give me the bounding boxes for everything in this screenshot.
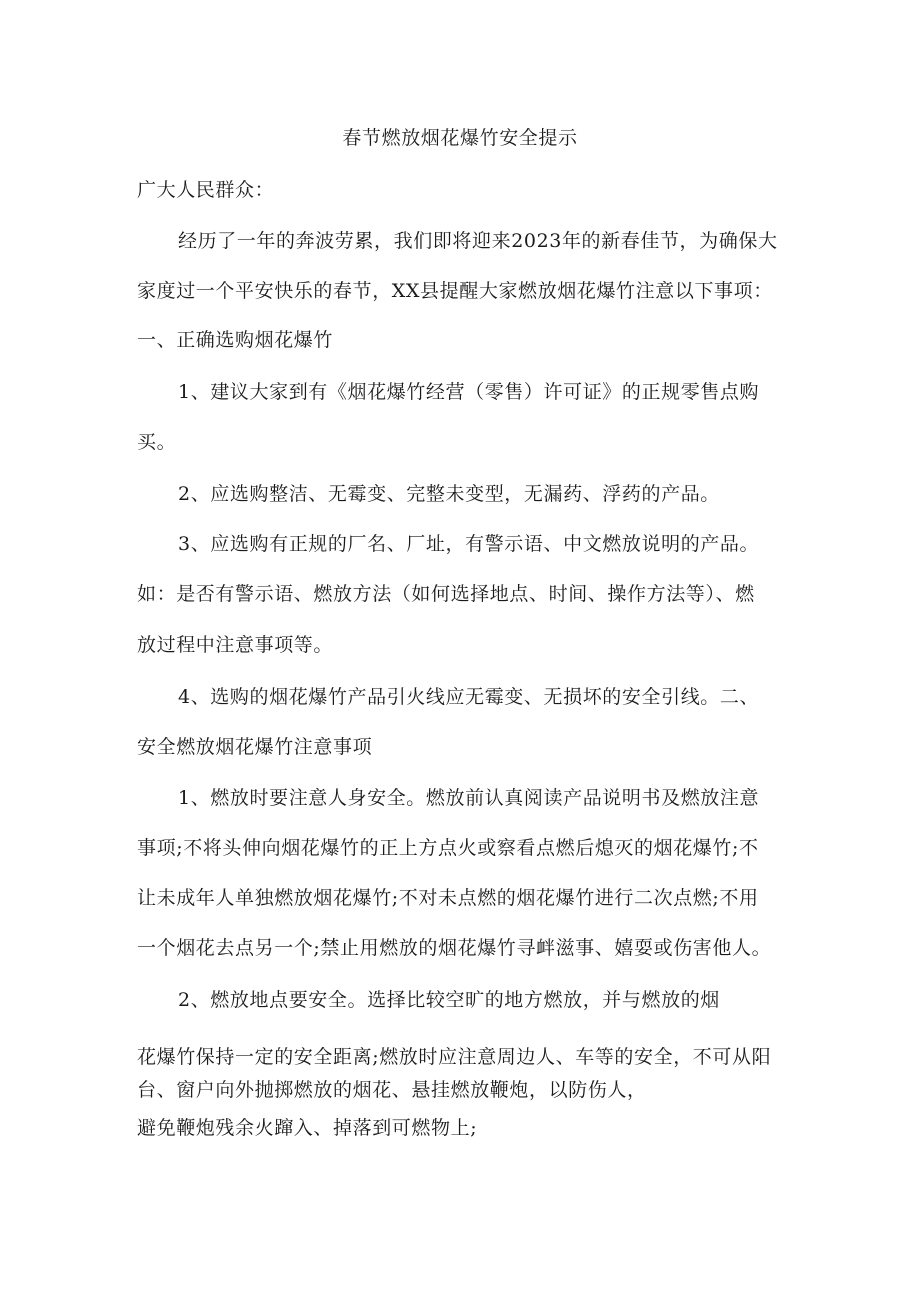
paragraph-line: 2、燃放地点要安全。选择比较空旷的地方燃放，并与燃放的烟	[178, 989, 720, 1011]
paragraph-line: 放过程中注意事项等。	[137, 634, 334, 656]
section-heading: 安全燃放烟花爆竹注意事项	[137, 736, 373, 758]
paragraph-line: 经历了一年的奔波劳累，我们即将迎来2023年的新春佳节，为确保大	[178, 230, 778, 252]
paragraph-line: 台、窗户向外抛掷燃放的烟花、悬挂燃放鞭炮，以防伤人，	[137, 1079, 647, 1101]
paragraph-line: 1、建议大家到有《烟花爆竹经营（零售）许可证》的正规零售点购	[178, 381, 760, 403]
paragraph-line: 1、燃放时要注意人身安全。燃放前认真阅读产品说明书及燃放注意	[178, 787, 760, 809]
paragraph-line: 家度过一个平安快乐的春节，XX县提醒大家燃放烟花爆竹注意以下事项：	[137, 280, 773, 302]
paragraph-line: 让未成年人单独燃放烟花爆竹;不对未点燃的烟花爆竹进行二次点燃;不用	[137, 887, 759, 909]
paragraph-line: 4、选购的烟花爆竹产品引火线应无霉变、无损坏的安全引线。二、	[178, 686, 760, 708]
paragraph-line: 花爆竹保持一定的安全距离;燃放时应注意周边人、车等的安全，不可从阳	[137, 1046, 772, 1068]
paragraph-line: 事项;不将头伸向烟花爆竹的正上方点火或察看点燃后熄灭的烟花爆竹;不	[137, 837, 759, 859]
paragraph-line: 如：是否有警示语、燃放方法（如何选择地点、时间、操作方法等）、燃	[137, 583, 755, 605]
paragraph-line: 3、应选购有正规的厂名、厂址，有警示语、中文燃放说明的产品。	[178, 533, 760, 555]
paragraph-line: 一个烟花去点另一个;禁止用燃放的烟花爆竹寻衅滋事、嬉耍或伤害他人。	[137, 937, 772, 959]
paragraph-line: 买。	[137, 431, 177, 453]
paragraph-line: 2、应选购整洁、无霉变、完整未变型，无漏药、浮药的产品。	[178, 483, 720, 505]
paragraph-line: 避免鞭炮残余火蹿入、掉落到可燃物上;	[137, 1117, 478, 1139]
section-heading: 一、正确选购烟花爆竹	[137, 329, 334, 351]
salutation: 广大人民群众：	[137, 179, 275, 201]
document-title: 春节燃放烟花爆竹安全提示	[342, 127, 578, 149]
